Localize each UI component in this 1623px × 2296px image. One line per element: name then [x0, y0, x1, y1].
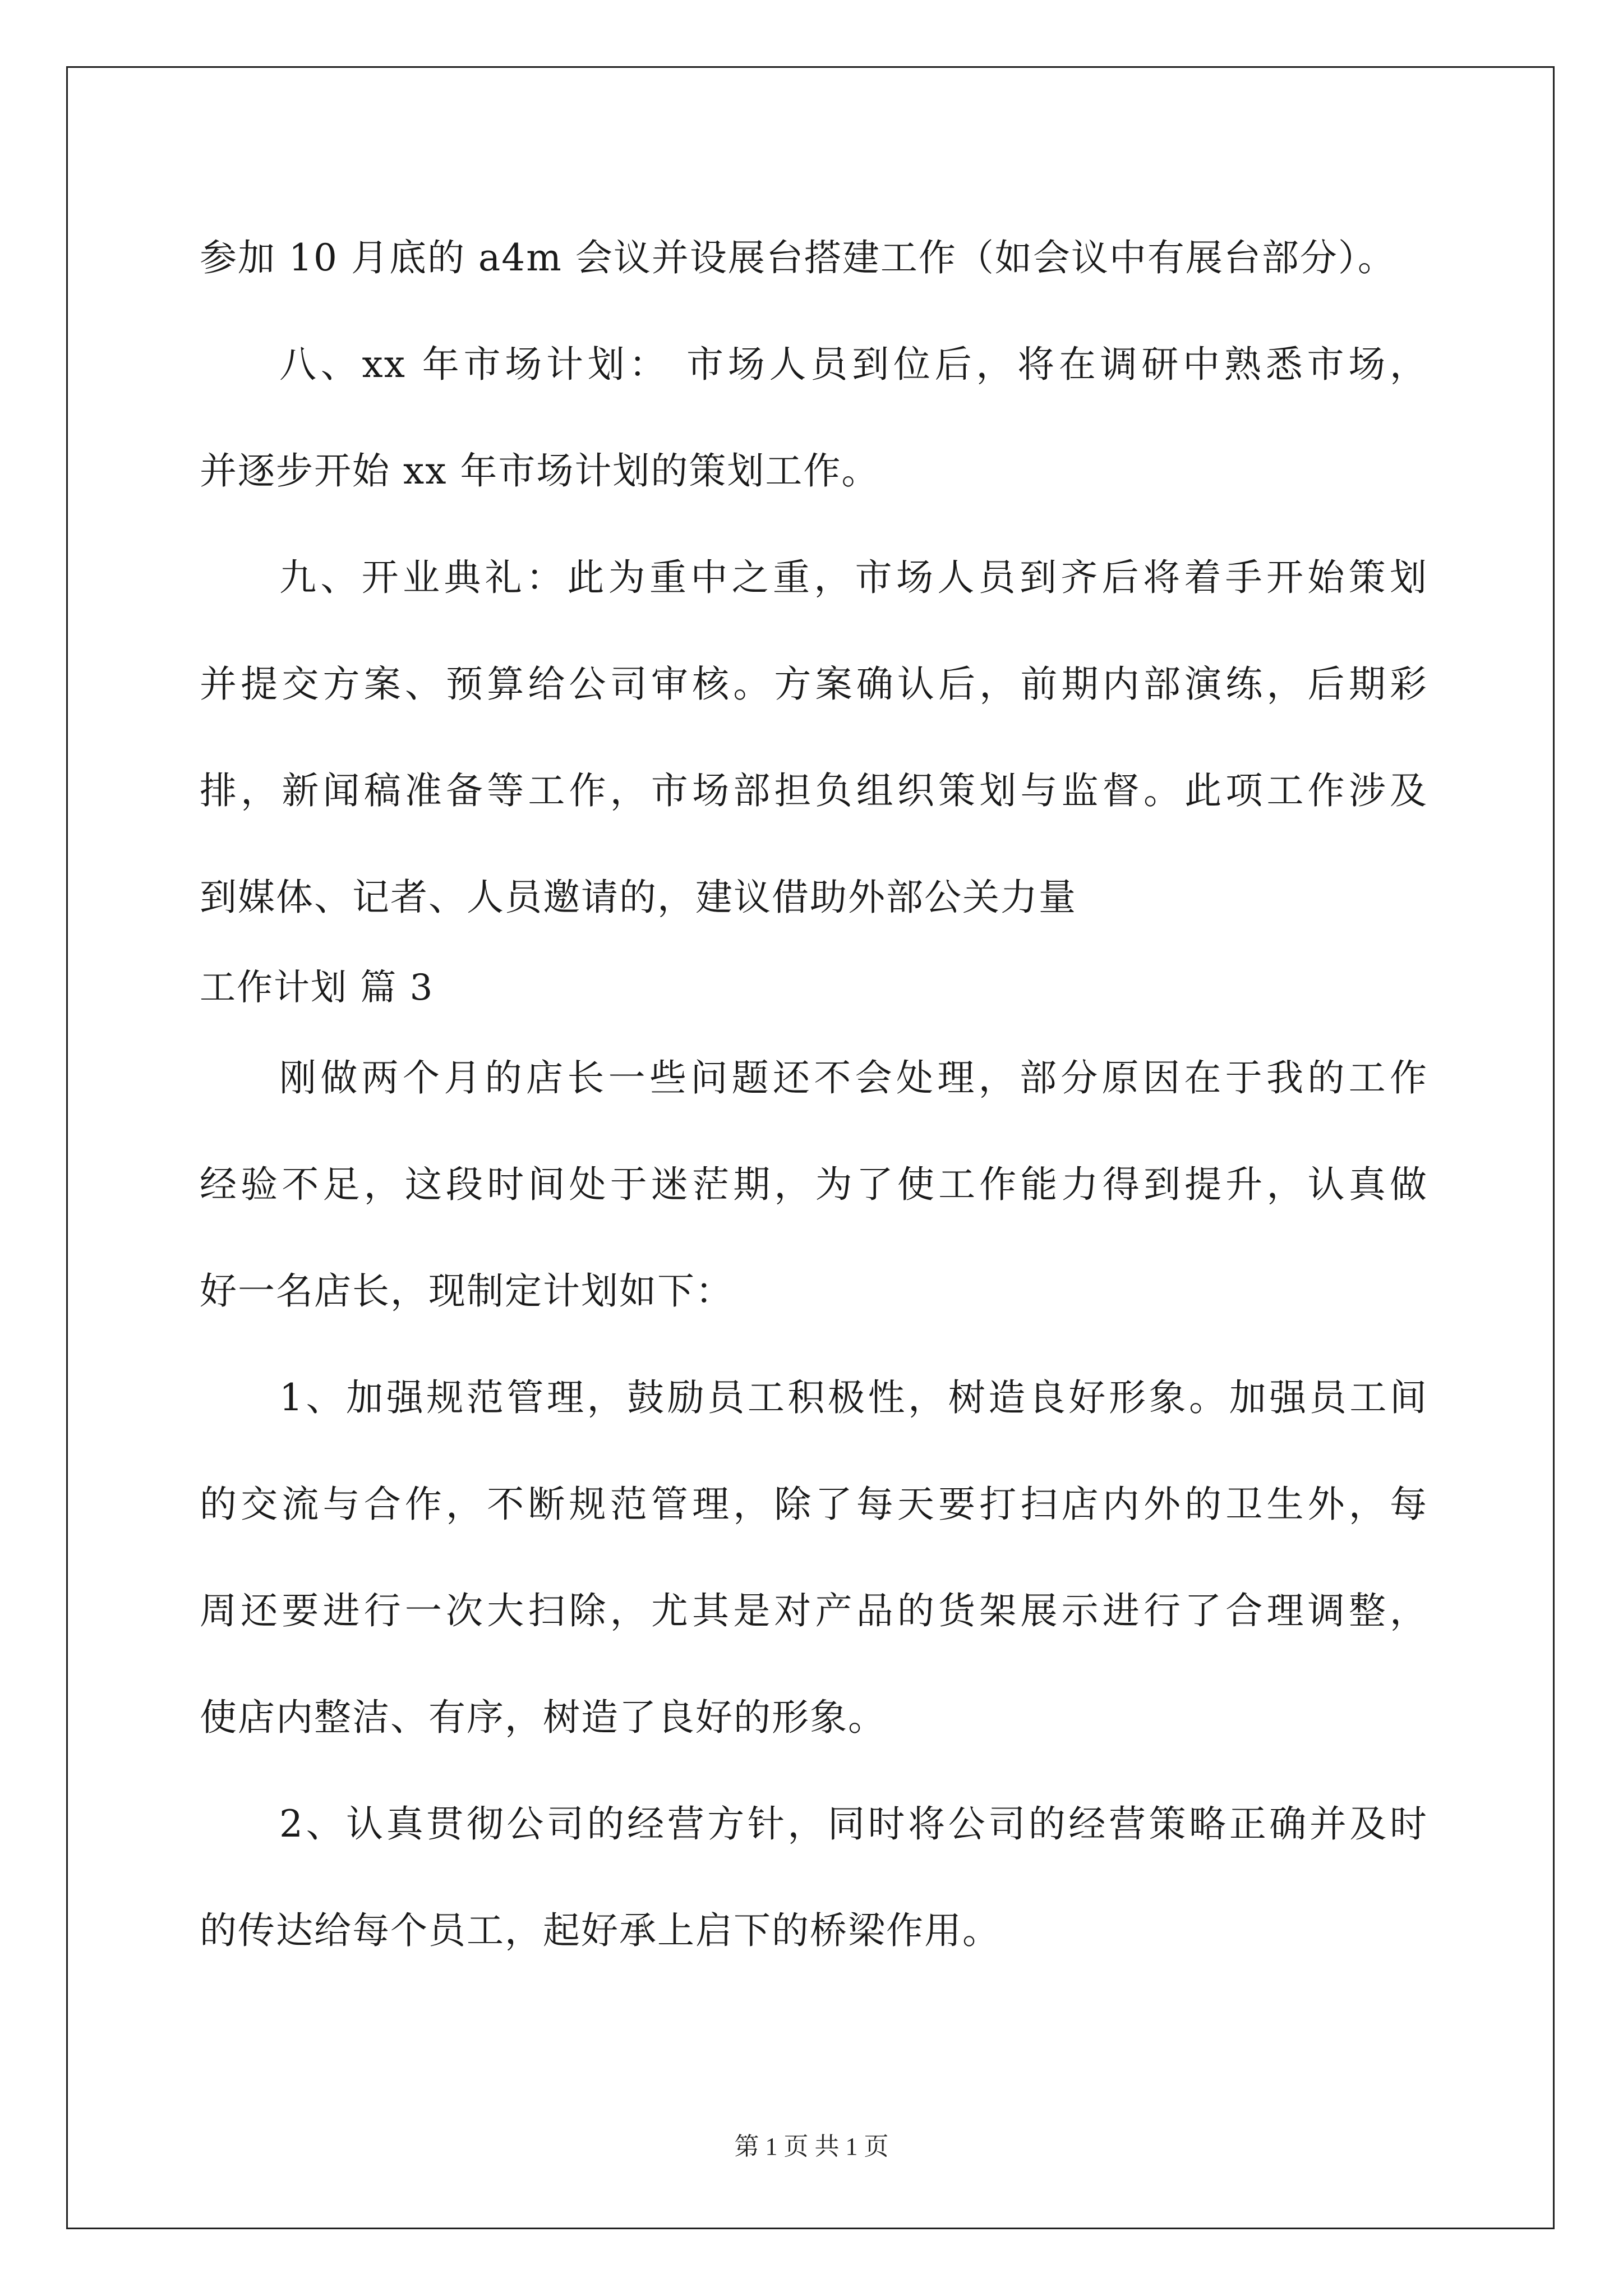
document-body: [200, 205, 1428, 1984]
paragraph-line: 经验不足，这段时间处于迷茫期，为了使工作能力得到提升，认真做: [200, 1163, 1428, 1206]
page-footer: 第 1 页 共 1 页: [734, 2133, 889, 2160]
paragraph-line: 排，新闻稿准备等工作，市场部担负组织策划与监督。此项工作涉及: [200, 769, 1428, 812]
section-eight-heading-line: 八、xx 年市场计划： 市场人员到位后，将在调研中熟悉市场，: [279, 343, 1428, 386]
list-item-line: 1、加强规范管理，鼓励员工积极性，树造良好形象。加强员工间: [279, 1376, 1428, 1419]
paragraph-line: 参加 10 月底的 a4m 会议并设展台搭建工作（如会议中有展台部分）。: [200, 236, 1396, 279]
list-item-line: 2、认真贯彻公司的经营方针，同时将公司的经营策略正确并及时: [279, 1802, 1428, 1846]
section-nine-heading-line: 九、开业典礼：此为重中之重，市场人员到齐后将着手开始策划: [279, 556, 1428, 599]
paragraph-line: 刚做两个月的店长一些问题还不会处理，部分原因在于我的工作: [279, 1056, 1428, 1099]
paragraph-line: 好一名店长，现制定计划如下：: [200, 1269, 734, 1313]
section-title: 工作计划 篇 3: [200, 967, 434, 1009]
paragraph-line: 使店内整洁、有序，树造了良好的形象。: [200, 1696, 886, 1739]
paragraph-line: 周还要进行一次大扫除，尤其是对产品的货架展示进行了合理调整，: [200, 1589, 1428, 1632]
paragraph-line: 的传达给每个员工，起好承上启下的桥梁作用。: [200, 1909, 1000, 1952]
paragraph-line: 到媒体、记者、人员邀请的，建议借助外部公关力量: [200, 876, 1077, 919]
paragraph-line: 的交流与合作，不断规范管理，除了每天要打扫店内外的卫生外，每: [200, 1483, 1428, 1526]
paragraph-line: 并逐步开始 xx 年市场计划的策划工作。: [200, 449, 880, 493]
paragraph-line: 并提交方案、预算给公司审核。方案确认后，前期内部演练，后期彩: [200, 662, 1428, 706]
